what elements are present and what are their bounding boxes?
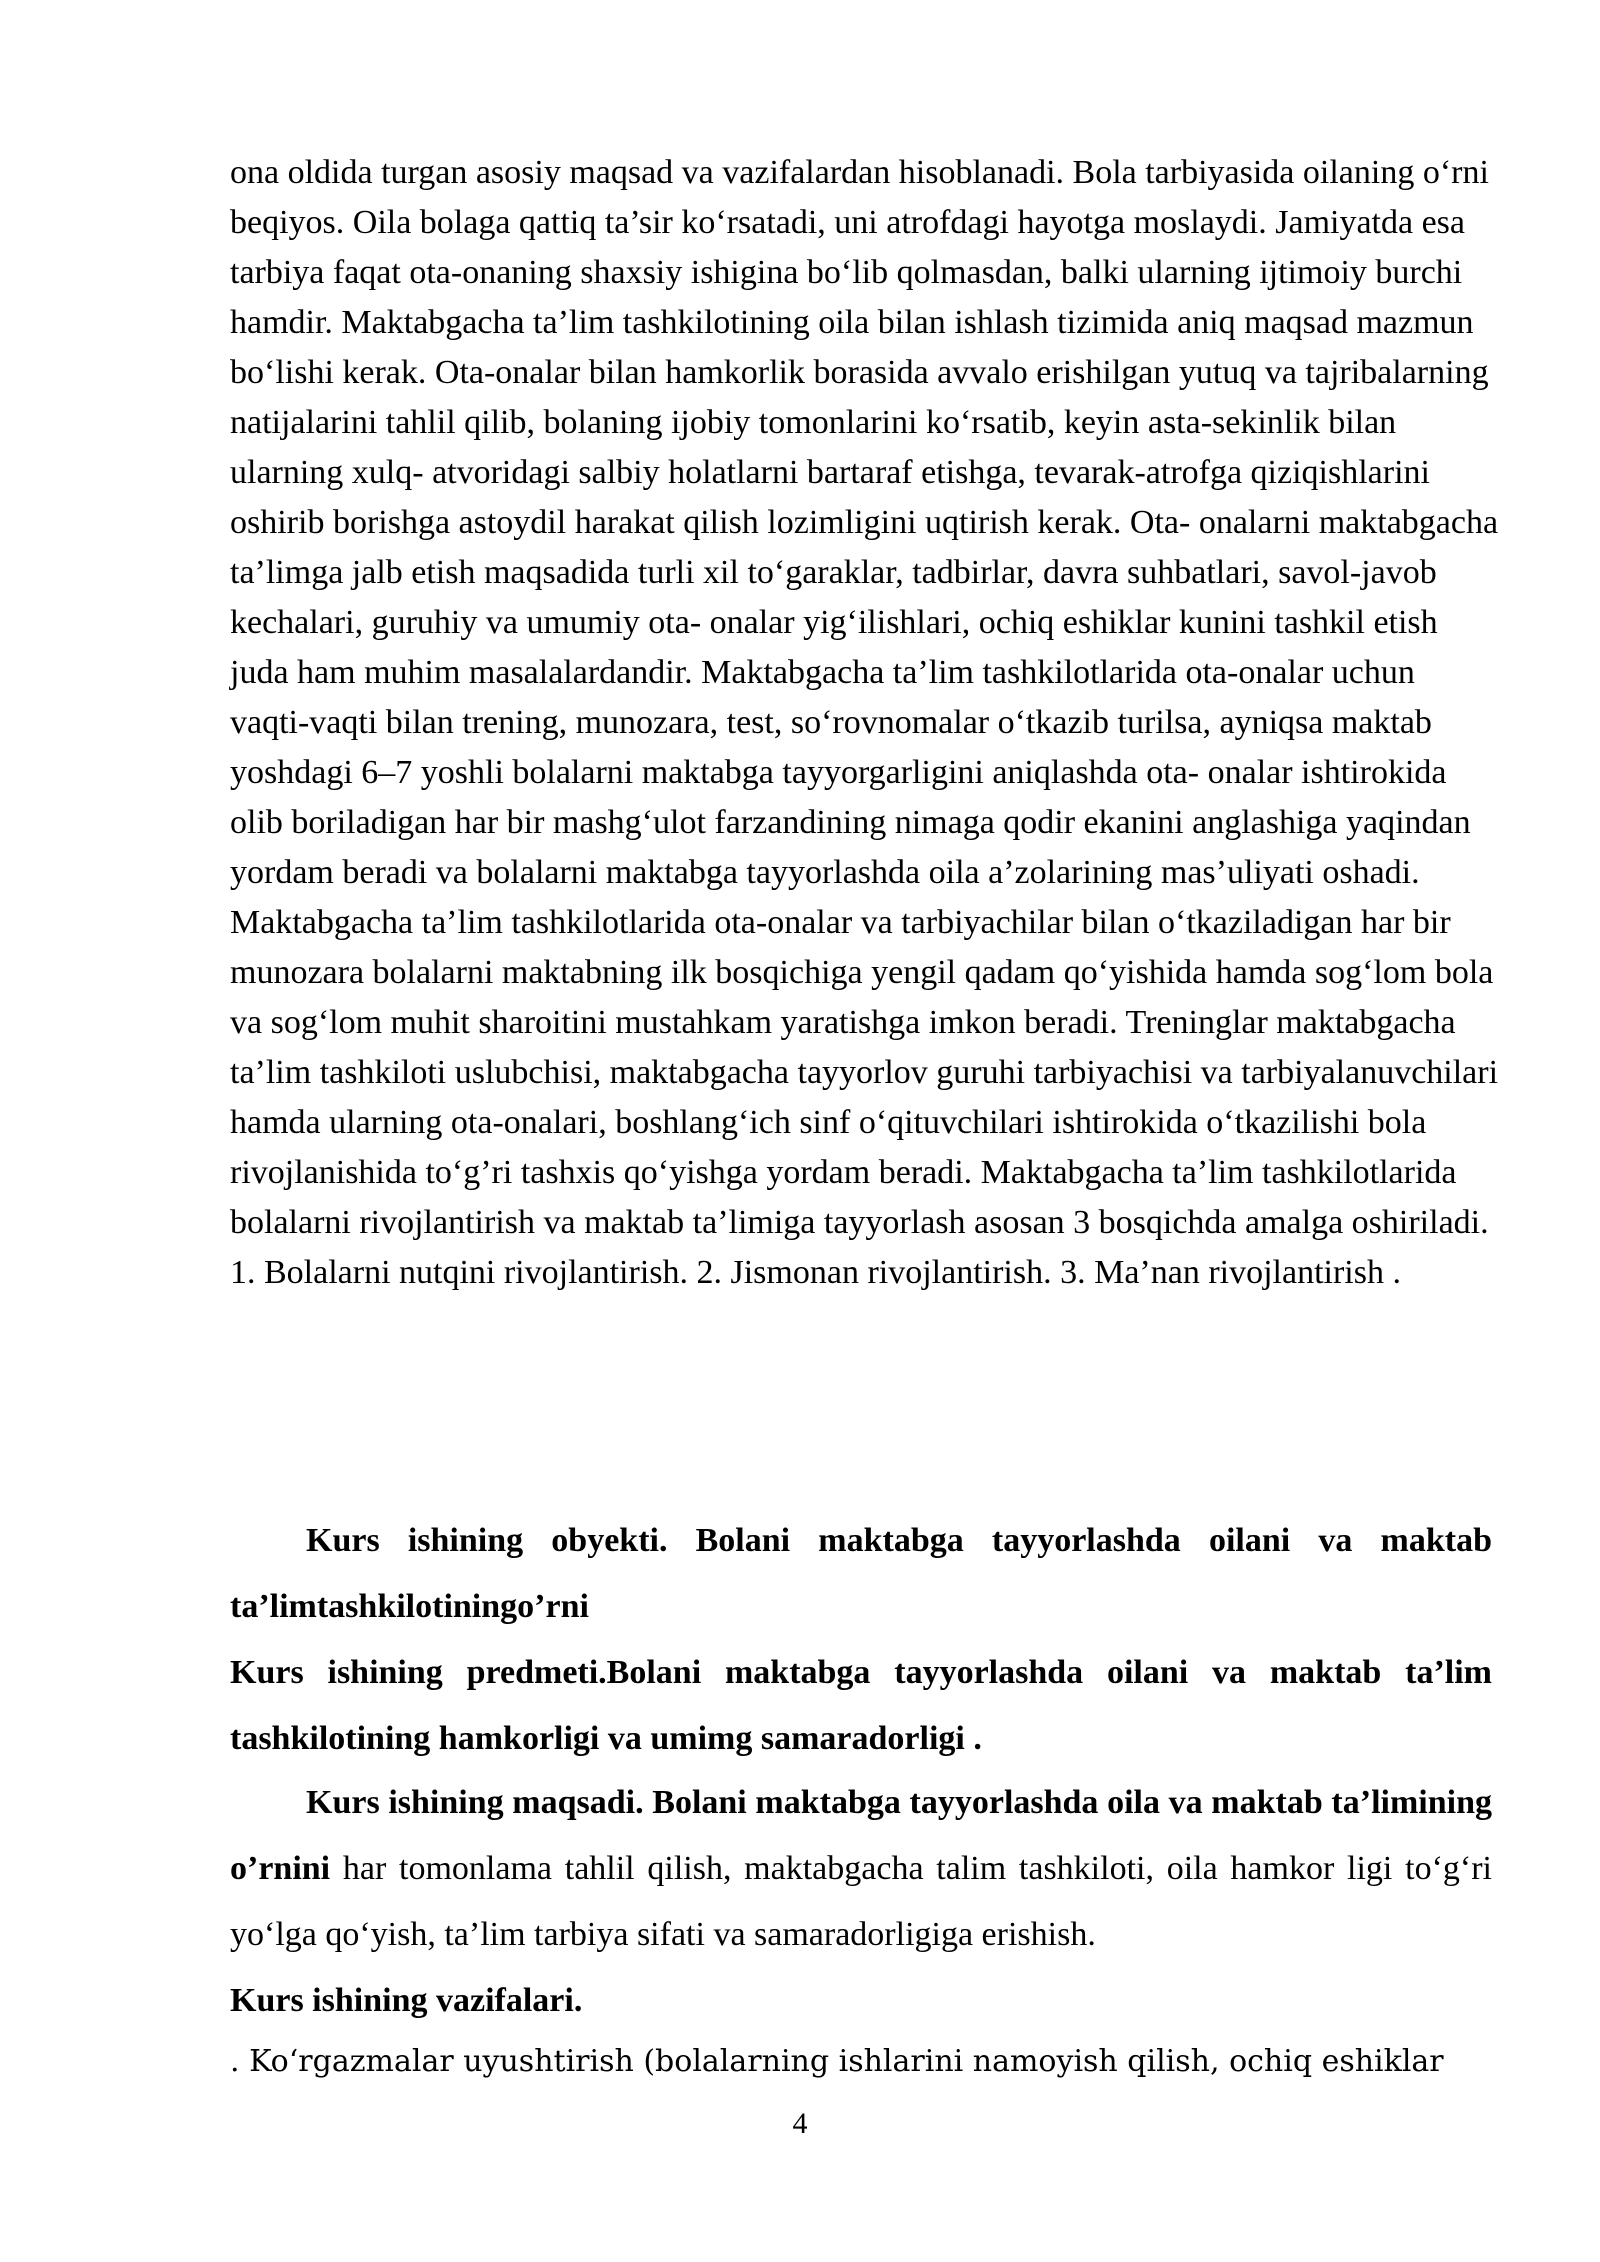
tasks-first-line: . Ko‘rgazmalar uyushtirish (bolalarning ishlarini namoyish qilish, ochiq eshiklar — [230, 2044, 1444, 2079]
subject-section: Kurs ishining predmeti.Bolani maktabga tayyorlashda oilani va maktab ta’lim tashkilotining hamkorligi va umimg samaradorligi . — [230, 1654, 1492, 1757]
body-paragraph: ona oldida turgan asosiy maqsad va vazifalardan hisoblanadi. Bola tarbiyasida oilaning o‘rni beqiyos. Oila bolaga qattiq ta’sir ko‘rsatadi, uni atrofdagi hayotga moslaydi. Jamiyatda esa tarbiya faqat ota-onaning shaxsiy ishigina bo‘lib qolmasdan, balki ularning ijtimoiy burchi hamdir. Maktabgacha ta’lim tashkilotining oila bilan ishlash tizimida aniq maqsad mazmun bo‘lishi kerak. Ota-onalar bilan hamkorlik borasida avvalo erishilgan yutuq va tajribalarning natijalarini tahlil qilib, bolaning ijobiy tomonlarini ko‘rsatib, keyin asta-sekinlik bilan ularning xulq- atvoridagi salbiy holatlarni bartaraf etishga, tevarak-atrofga qiziqishlarini oshirib borishga astoydil harakat qilish lozimligini uqtirish kerak. Ota- onalarni maktabgacha ta’limga jalb etish maqsadida turli xil to‘garaklar, tadbirlar, davra suhbatlari, savol-javob kechalari, guruhiy va umumiy ota- onalar yig‘ilishlari, ochiq eshiklar kunini tashkil etish juda ham muhim masalalardandir. Maktabgacha ta’lim tashkilotlarida ota-onalar uchun vaqti-vaqti bilan trening, munozara, test, so‘rovnomalar o‘tkazib turilsa, ayniqsa maktab yoshdagi 6–7 yoshli bolalarni maktabga tayyorgarligini aniqlashda ota- onalar ishtirokida olib boriladigan har bir mashg‘ulot farzandining nimaga qodir ekanini anglashiga yaqindan yordam beradi va bolalarni maktabga tayyorlashda oila a’zolarining mas’uliyati oshadi. Maktabgacha ta’lim tashkilotlarida ota-onalar va tarbiyachilar bilan o‘tkaziladigan har bir munozara bolalarni maktabning ilk bosqichiga yengil qadam qo‘yishida hamda sog‘lom bola va sog‘lom muhit sharoitini mustahkam yaratishga imkon beradi. Treninglar maktabgacha ta’lim tashkiloti uslubchisi, maktabgacha tayyorlov guruhi tarbiyachisi va tarbiyalanuvchilari hamda ularning ota-onalari, boshlang‘ich sinf o‘qituvchilari ishtirokida o‘tkazilishi bola rivojlanishida to‘g’ri tashxis qo‘yishga yordam beradi. Maktabgacha ta’lim tashkilotlarida bolalarni rivojlantirish va maktab ta’limiga tayyorlash asosan 3 bosqichda amalga oshiriladi. 1. Bolalarni nutqini rivojlantirish. 2. Jismonan rivojlantirish. 3. Ma’nan rivojlantirish . — [230, 154, 1499, 1291]
goal-section-text: har tomonlama tahlil qilish, maktabgacha talim tashkiloti, oila hamkor ligi to‘g‘ri yo‘lga qo‘yish, ta’lim tarbiya sifati va samaradorligiga erishish. — [230, 1850, 1492, 1953]
page-number: 4 — [792, 2107, 808, 2140]
object-section: Kurs ishining obyekti. Bolani maktabga tayyorlashda oilani va maktab ta’limtashkilotiningo’rni — [230, 1522, 1492, 1625]
tasks-heading: Kurs ishining vazifalari. — [230, 1982, 583, 2019]
goal-section-bold: Kurs ishining maqsadi. Bolani maktabga tayyorlashda oila va maktab ta’limining o’rnini — [230, 1784, 1492, 1887]
goal-section — [230, 1770, 1492, 1968]
